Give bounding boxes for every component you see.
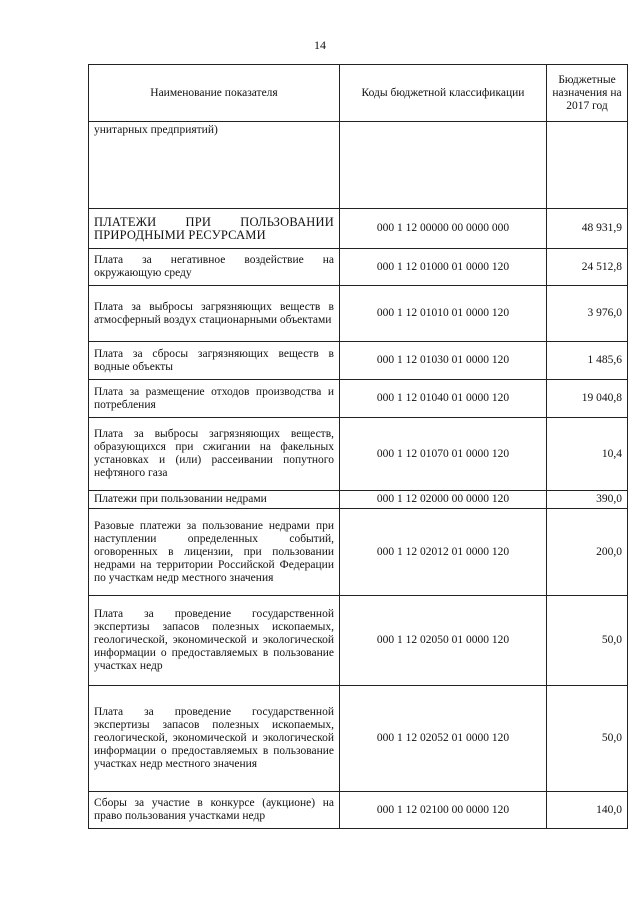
- row-value: 390,0: [547, 491, 628, 509]
- table-row: [89, 249, 628, 286]
- table-row: [89, 286, 628, 342]
- row-value: 1 485,6: [547, 342, 628, 380]
- row-value: 48 931,9: [547, 209, 628, 249]
- row-name: Плата за сбросы загрязняющих веществ в водные объекты: [89, 342, 340, 380]
- row-code: 000 1 12 01000 01 0000 120: [340, 249, 547, 286]
- row-name: Платежи при пользовании недрами: [89, 491, 340, 509]
- row-code: 000 1 12 02052 01 0000 120: [340, 686, 547, 792]
- row-code: 000 1 12 02012 01 0000 120: [340, 509, 547, 596]
- row-code: 000 1 12 02000 00 0000 120: [340, 491, 547, 509]
- row-value: 50,0: [547, 686, 628, 792]
- row-value: 3 976,0: [547, 286, 628, 342]
- row-code: 000 1 12 01030 01 0000 120: [340, 342, 547, 380]
- table-row: [89, 209, 628, 249]
- row-name: Плата за выбросы загрязняющих веществ, образующихся при сжигании на факельных установках и (или) рассеивании попутного нефтяного газа: [89, 418, 340, 491]
- table-row: [89, 686, 628, 792]
- table-row: [89, 509, 628, 596]
- row-code: 000 1 12 01040 01 0000 120: [340, 380, 547, 418]
- table-row: [89, 792, 628, 829]
- row-name: Сборы за участие в конкурсе (аукционе) на право пользования участками недр: [89, 792, 340, 829]
- header-budget-codes: Коды бюджетной классификации: [340, 65, 547, 122]
- row-code: 000 1 12 01010 01 0000 120: [340, 286, 547, 342]
- row-value: 50,0: [547, 596, 628, 686]
- table-row: [89, 596, 628, 686]
- page-number: 14: [314, 38, 326, 52]
- row-code: 000 1 12 02050 01 0000 120: [340, 596, 547, 686]
- row-name: Плата за выбросы загрязняющих веществ в атмосферный воздух стационарными объектами: [89, 286, 340, 342]
- row-name: унитарных предприятий): [89, 122, 340, 209]
- row-name: Плата за негативное воздействие на окружающую среду: [89, 249, 340, 286]
- row-value: 19 040,8: [547, 380, 628, 418]
- row-value: 24 512,8: [547, 249, 628, 286]
- table-header-row: [89, 65, 628, 122]
- table-row: [89, 380, 628, 418]
- row-name: Плата за проведение государственной экспертизы запасов полезных ископаемых, геологической, экономической и экологической информации о предоставляемых в пользование участках недр местного значения: [89, 686, 340, 792]
- table-row: [89, 491, 628, 509]
- row-name: Разовые платежи за пользование недрами при наступлении определенных событий, оговоренных в лицензии, при пользовании недрами на территории Российской Федерации по участкам недр местного значения: [89, 509, 340, 596]
- row-code: 000 1 12 01070 01 0000 120: [340, 418, 547, 491]
- row-code: [340, 122, 547, 209]
- row-name: ПЛАТЕЖИ ПРИ ПОЛЬЗОВАНИИ ПРИРОДНЫМИ РЕСУРСАМИ: [89, 209, 340, 249]
- budget-table: [88, 64, 628, 829]
- row-value: 10,4: [547, 418, 628, 491]
- table-row: [89, 418, 628, 491]
- row-name: Плата за размещение отходов производства и потребления: [89, 380, 340, 418]
- header-budget-2017: Бюджетные назначения на 2017 год: [547, 65, 628, 122]
- row-name: Плата за проведение государственной экспертизы запасов полезных ископаемых, геологической, экономической и экологической информации о предоставляемых в пользование участках недр: [89, 596, 340, 686]
- table-row: [89, 342, 628, 380]
- header-indicator-name: Наименование показателя: [89, 65, 340, 122]
- row-value: [547, 122, 628, 209]
- row-value: 200,0: [547, 509, 628, 596]
- row-value: 140,0: [547, 792, 628, 829]
- row-code: 000 1 12 02100 00 0000 120: [340, 792, 547, 829]
- row-code: 000 1 12 00000 00 0000 000: [340, 209, 547, 249]
- table-row: [89, 122, 628, 209]
